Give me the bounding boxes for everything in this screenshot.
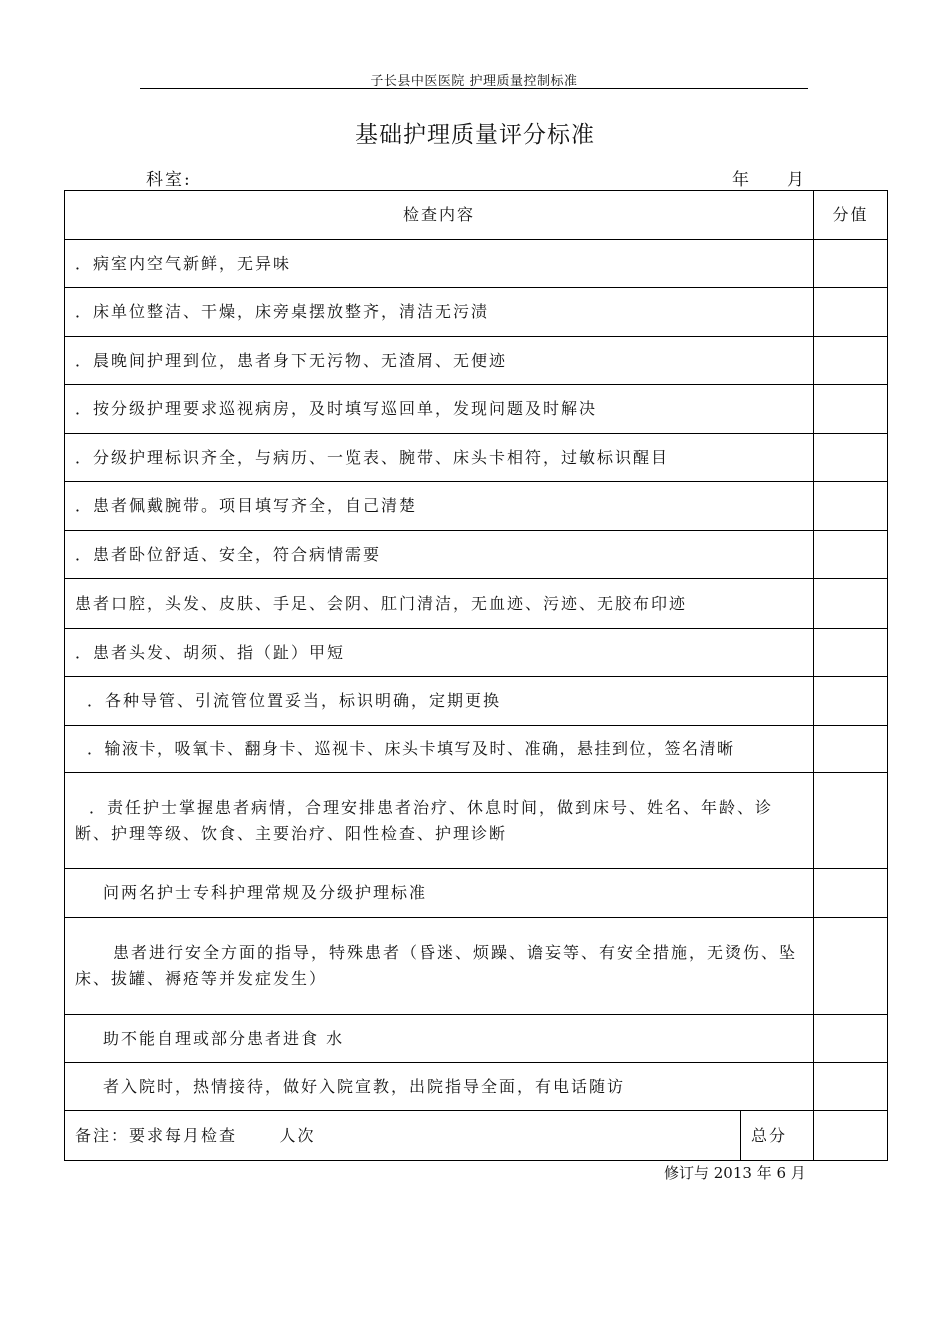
score-cell[interactable] (814, 579, 888, 629)
score-cell[interactable] (814, 1063, 888, 1111)
row-content: ．各种导管、引流管位置妥当，标识明确，定期更换 (65, 677, 814, 726)
score-cell[interactable] (814, 869, 888, 918)
table-row (65, 1063, 888, 1111)
document-header: 子长县中医医院 护理质量控制标准 (370, 74, 578, 89)
table-row (65, 677, 888, 726)
score-cell[interactable] (814, 482, 888, 531)
table-row (65, 434, 888, 482)
page-title: 基础护理质量评分标准 (355, 122, 595, 148)
header-score: 分值 (814, 191, 888, 240)
score-cell[interactable] (814, 337, 888, 385)
row-content: 患者进行安全方面的指导，特殊患者（昏迷、烦躁、谵妄等、有安全措施，无烫伤、坠床、拔罐、褥疮等并发症发生） (65, 918, 814, 1015)
row-content: ．分级护理标识齐全，与病历、一览表、腕带、床头卡相符，过敏标识醒目 (65, 434, 814, 482)
table-row (65, 482, 888, 531)
remark-row (65, 1111, 888, 1161)
score-cell[interactable] (814, 288, 888, 337)
score-cell[interactable] (814, 918, 888, 1015)
row-content: ．床单位整洁、干燥，床旁桌摆放整齐，清洁无污渍 (65, 288, 814, 337)
remark-text: 备注：要求每月检查 人次 (65, 1111, 741, 1161)
row-content: 者入院时，热情接待，做好入院宣教，出院指导全面，有电话随访 (65, 1063, 814, 1111)
row-content: ．按分级护理要求巡视病房，及时填写巡回单，发现问题及时解决 (65, 385, 814, 434)
row-content: ．患者卧位舒适、安全，符合病情需要 (65, 531, 814, 579)
year-label: 年 (732, 170, 749, 190)
row-content: 助不能自理或部分患者进食 水 (65, 1015, 814, 1063)
table-row (65, 288, 888, 337)
department-label: 科室: (146, 170, 192, 190)
month-label: 月 (787, 170, 804, 190)
score-cell[interactable] (814, 773, 888, 869)
score-cell[interactable] (814, 726, 888, 773)
table-row (65, 337, 888, 385)
row-content: 问两名护士专科护理常规及分级护理标准 (65, 869, 814, 918)
score-cell[interactable] (814, 434, 888, 482)
score-cell[interactable] (814, 385, 888, 434)
row-content: ．病室内空气新鲜，无异味 (65, 240, 814, 288)
row-content: ．患者佩戴腕带。项目填写齐全，自己清楚 (65, 482, 814, 531)
table-row (65, 1015, 888, 1063)
total-score-cell[interactable] (814, 1111, 888, 1161)
table-row (65, 773, 888, 869)
row-content: ．患者头发、胡须、指（趾）甲短 (65, 629, 814, 677)
table-row (65, 579, 888, 629)
score-cell[interactable] (814, 531, 888, 579)
score-table (64, 190, 888, 1161)
row-content: 患者口腔，头发、皮肤、手足、会阴、肛门清洁，无血迹、污迹、无胶布印迹 (65, 579, 814, 629)
header-content: 检查内容 (65, 191, 814, 240)
score-cell[interactable] (814, 240, 888, 288)
date-line (732, 165, 804, 190)
row-content: ．责任护士掌握患者病情，合理安排患者治疗、休息时间，做到床号、姓名、年龄、诊断、护理等级、饮食、主要治疗、阳性检查、护理诊断 (65, 773, 814, 869)
total-label: 总分 (741, 1111, 814, 1161)
table-row (65, 240, 888, 288)
table-row (65, 385, 888, 434)
score-cell[interactable] (814, 629, 888, 677)
revision-note: 修订与 2013 年 6 月 (664, 1164, 806, 1182)
table-row (65, 531, 888, 579)
row-content: ．晨晚间护理到位，患者身下无污物、无渣屑、无便迹 (65, 337, 814, 385)
table-row (65, 726, 888, 773)
table-row (65, 869, 888, 918)
score-cell[interactable] (814, 677, 888, 726)
table-row (65, 629, 888, 677)
table-row (65, 918, 888, 1015)
table-header-row (65, 191, 888, 240)
header-rule (140, 88, 808, 89)
score-cell[interactable] (814, 1015, 888, 1063)
row-content: ．输液卡，吸氧卡、翻身卡、巡视卡、床头卡填写及时、准确，悬挂到位，签名清晰 (65, 726, 814, 773)
